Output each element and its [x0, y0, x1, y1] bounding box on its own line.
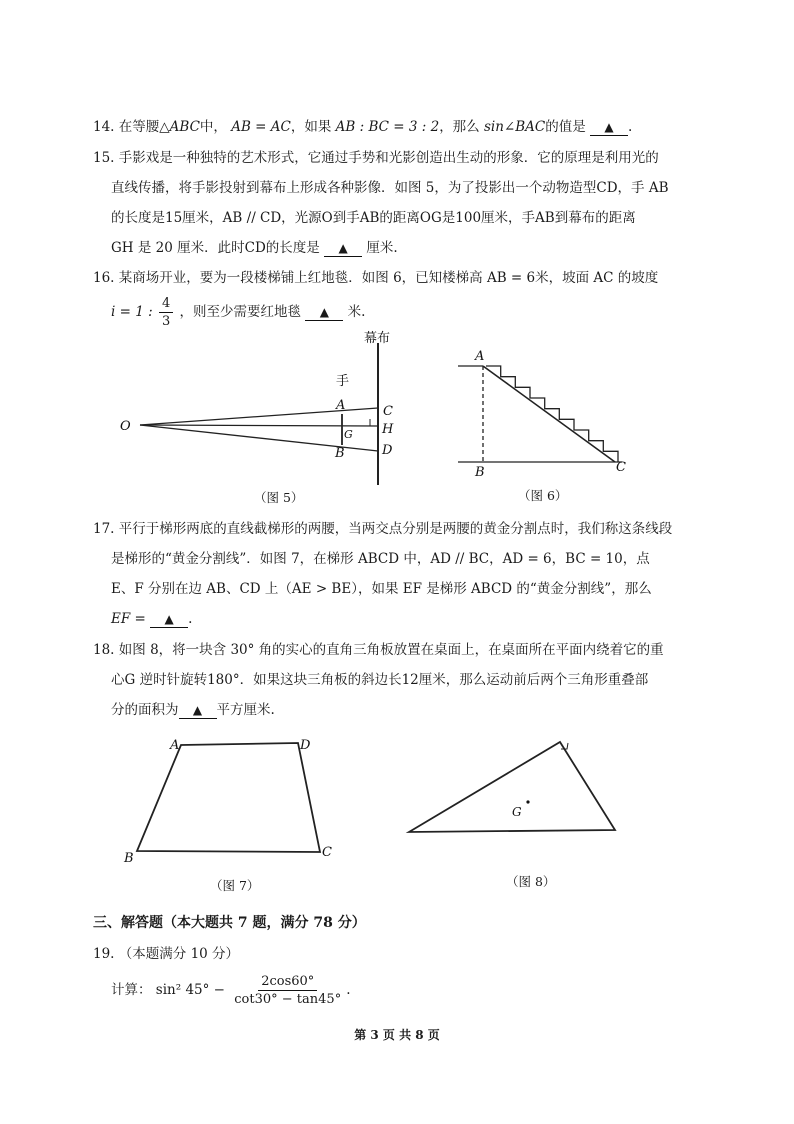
- svg-text:G: G: [512, 805, 522, 819]
- figure-6-caption: （图 6）: [518, 488, 568, 503]
- svg-text:C: C: [616, 460, 626, 475]
- question-17: 17. 平行于梯形两底的直线截梯形的两腰，当两交点分别是两腰的黄金分割点时，我们称这条线段 是梯形的“黄金分割线”．如图 7，在梯形 ABCD 中，AD // BC，AD = 6，BC = 10，点 E、F 分别在边 AB、CD 上（AE > BE），如果 EF 是梯形 ABCD 的“黄金分割线”，那么 EF = ▲ .: [93, 521, 673, 627]
- slope-fraction: $\frac{4}{3}$: [159, 295, 173, 330]
- question-number: 17.: [93, 521, 115, 537]
- answer-blank: ▲: [179, 702, 217, 719]
- question-number: 18.: [93, 642, 115, 658]
- question-number: 15.: [93, 150, 115, 166]
- question-number: 14.: [93, 119, 115, 135]
- svg-text:A: A: [475, 349, 485, 364]
- svg-text:B: B: [124, 851, 134, 866]
- section-title: 三、解答题（本大题共 7 题，满分 78 分）: [93, 915, 366, 931]
- answer-blank: ▲: [590, 119, 628, 136]
- centroid-point: [526, 800, 529, 803]
- svg-text:A: A: [336, 398, 346, 413]
- figure-5-caption: （图 5）: [254, 490, 304, 505]
- question-16: 16. 某商场开业，要为一段楼梯铺上红地毯．如图 6，已知楼梯高 AB = 6米，坡面 AC 的坡度 i = 1 : $\frac{4}{3}$ ，则至少需要红地毯 ▲ 米.: [93, 270, 659, 329]
- question-number: 19.: [93, 946, 115, 962]
- question-15: 15. 手影戏是一种独特的艺术形式，它通过手势和光影创造出生动的形象．它的原理是利用光的 直线传播，将手影投射到幕布上形成各种影像．如图 5，为了投影出一个动物造型CD，手 AB 的长度是15厘米，AB // CD，光源O到手AB的距离OG是100厘米，手AB到幕布的距离 GH 是 20 厘米．此时CD的长度是 ▲ 厘米.: [93, 150, 669, 256]
- question-19: 19. （本题满分 10 分） 计算： sin² 45° − $\frac{2\cos 60^\circ}{\cot 30^\circ - \tan 45^\circ}$ .: [93, 946, 351, 1007]
- answer-blank: ▲: [305, 304, 343, 321]
- svg-text:C: C: [322, 845, 332, 860]
- stair-steps: [486, 366, 618, 462]
- svg-text:H: H: [382, 422, 394, 437]
- screen-label: 幕布: [364, 331, 391, 346]
- svg-text:B: B: [475, 465, 485, 480]
- trapezoid-ABCD: [137, 743, 320, 852]
- hand-label: 手: [336, 374, 350, 389]
- question-14: 14. 在等腰△ABC中， AB = AC，如果 AB : BC = 3 : 2，那么 sin∠BAC的值是 ▲ .: [93, 119, 633, 135]
- svg-text:A: A: [170, 738, 180, 753]
- figure-6: [450, 345, 640, 480]
- svg-text:B: B: [335, 446, 345, 461]
- expression-fraction: $\frac{2\cos 60^\circ}{\cot 30^\circ - \tan 45^\circ}$: [234, 974, 342, 1007]
- right-angle-mark: [370, 419, 378, 426]
- question-18: 18. 如图 8，将一块含 30° 角的实心的直角三角板放置在桌面上，在桌面所在平面内绕着它的重 心G 逆时针旋转180°．如果这块三角板的斜边长12厘米，那么运动前后两个三角形重叠部 分的面积为 ▲ 平方厘米.: [93, 642, 664, 718]
- figure-8: [400, 735, 630, 840]
- answer-blank: ▲: [150, 611, 188, 628]
- figure-8-caption: （图 8）: [506, 874, 556, 889]
- svg-text:G: G: [344, 428, 353, 441]
- svg-text:D: D: [300, 738, 311, 753]
- svg-text:C: C: [383, 404, 393, 419]
- answer-blank: ▲: [324, 240, 362, 257]
- figure-5: [110, 325, 410, 495]
- slope-AC: [483, 366, 615, 462]
- page-footer: 第 3 页 共 8 页: [354, 1028, 440, 1042]
- figure-7-caption: （图 7）: [210, 878, 260, 893]
- question-number: 16.: [93, 270, 115, 286]
- svg-text:D: D: [382, 443, 393, 458]
- figure-7: [115, 730, 345, 870]
- svg-text:O: O: [120, 419, 131, 434]
